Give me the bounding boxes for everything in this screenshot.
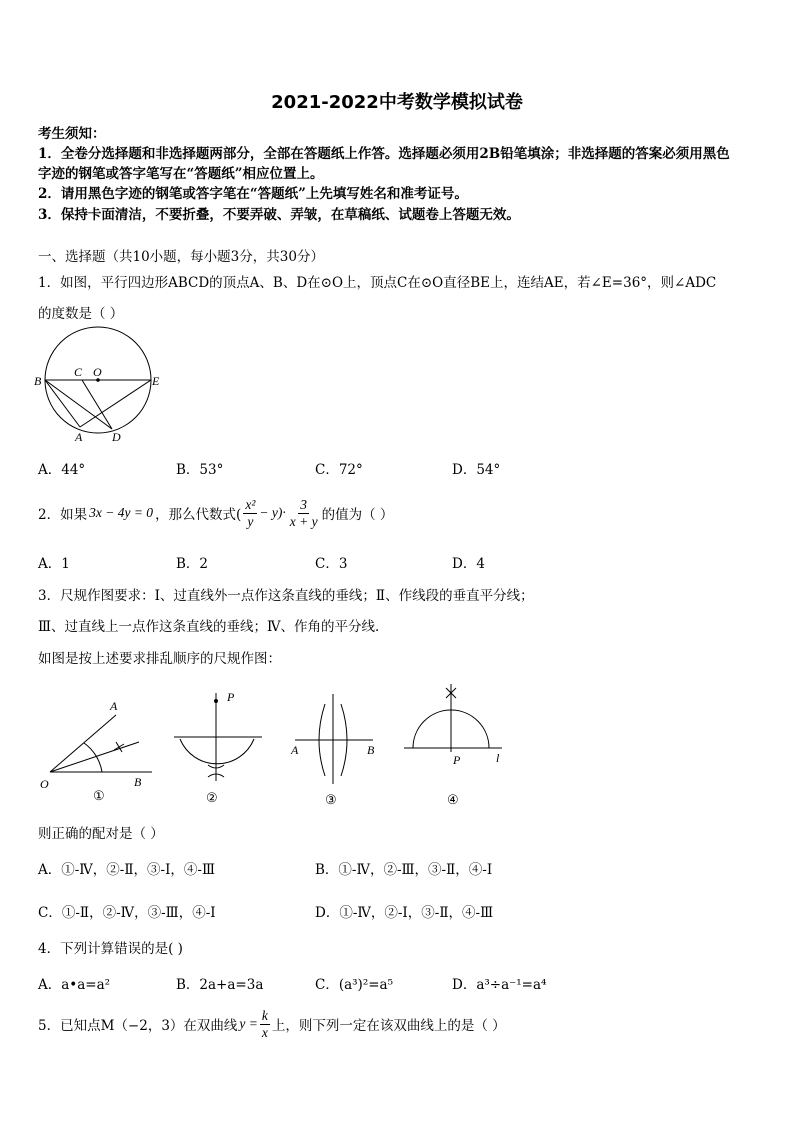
q2-stem <box>38 490 393 536</box>
q2-frac1-den: y <box>247 513 254 529</box>
q2-option-a[interactable]: A．1 <box>38 556 70 572</box>
f3-label-a: A <box>291 743 299 757</box>
q1-option-b[interactable]: B．53° <box>176 462 224 478</box>
bisector <box>50 742 139 772</box>
notice-heading: 考生须知： <box>38 126 106 142</box>
f2-label-p: P <box>227 690 235 704</box>
q5-fraction <box>260 1008 270 1041</box>
f1-label-a: A <box>110 699 118 713</box>
q4-option-d[interactable]: D．a³÷a⁻¹=a⁴ <box>452 977 547 993</box>
q3-option-d[interactable]: D．①-Ⅳ，②-Ⅰ，③-Ⅱ，④-Ⅲ <box>315 905 494 921</box>
q3-stem-line3: 如图是按上述要求排乱顺序的尺规作图： <box>38 651 281 667</box>
segment-bd <box>45 380 112 429</box>
q3-question: 则正确的配对是（ ） <box>38 826 164 842</box>
f2-point-p <box>214 699 218 703</box>
q2-condition: 3x − 4y = 0 <box>89 505 154 520</box>
q5-prefix: 5．已知点M（−2，3）在双曲线 <box>38 1018 238 1034</box>
segment-cd <box>82 380 112 429</box>
notice-item-1: 1．全卷分选择题和非选择题两部分，全部在答题纸上作答。选择题必须用2B铅笔填涂；非选择题的答案必须用黑色 <box>38 146 730 162</box>
q1-option-d[interactable]: D．54° <box>452 462 501 478</box>
q5-suffix: 上，则下列一定在该双曲线上的是（ ） <box>271 1018 506 1034</box>
q4-option-a[interactable]: A．a•a=a² <box>38 977 111 993</box>
f1-label-o: O <box>40 777 49 791</box>
q1-stem-line1: 1．如图，平行四边形ABCD的顶点A、B、D在⊙O上，顶点C在⊙O直径BE上，连结AE，若∠E=36°，则∠ADC <box>38 275 717 291</box>
q2-frac1-num: x² <box>245 496 256 512</box>
q1-stem-line2: 的度数是（ ） <box>38 306 124 322</box>
q4-option-c[interactable]: C．(a³)²=a⁵ <box>315 977 394 993</box>
label-e: E <box>152 374 160 388</box>
q2-prefix: 2．如果 <box>38 507 88 523</box>
q1-option-c[interactable]: C．72° <box>315 462 363 478</box>
q3-figure-2 <box>170 685 270 810</box>
q2-fraction-2 <box>288 497 320 530</box>
q1-circle-figure <box>30 325 170 445</box>
q5-frac-den: x <box>261 1024 268 1040</box>
q3-option-a[interactable]: A．①-Ⅳ，②-Ⅱ，③-Ⅰ，④-Ⅲ <box>38 862 216 878</box>
q5-stem <box>38 1002 506 1046</box>
q2-mid: ，那么代数式( <box>155 507 242 523</box>
q5-eq-lhs: y = <box>239 1016 258 1031</box>
f3-label-b: B <box>367 743 375 757</box>
arc-mark-1 <box>114 742 124 752</box>
f2-arc <box>180 739 254 764</box>
q5-frac-num: k <box>261 1007 268 1023</box>
q4-option-b[interactable]: B．2a+a=3a <box>176 977 264 993</box>
q2-frac2-num: 3 <box>300 496 308 512</box>
f4-label-l: l <box>496 751 500 765</box>
notice-item-3: 3．保持卡面清洁，不要折叠，不要弄破、弄皱，在草稿纸、试题卷上答题无效。 <box>38 207 520 223</box>
label-a: A <box>75 430 83 444</box>
q2-option-b[interactable]: B．2 <box>176 556 209 572</box>
label-c: C <box>74 365 83 379</box>
ray-oa <box>50 715 116 772</box>
q2-fraction-1 <box>243 497 257 530</box>
q3-figure-3 <box>285 688 385 813</box>
q2-option-d[interactable]: D．4 <box>452 556 485 572</box>
label-o: O <box>93 365 102 379</box>
q3-stem-line2: Ⅲ、过直线上一点作这条直线的垂线；Ⅳ、作角的平分线． <box>38 619 389 635</box>
f4-number: ④ <box>447 792 459 807</box>
q3-figure-4 <box>398 678 518 808</box>
q4-stem: 4．下列计算错误的是( ) <box>38 941 183 957</box>
label-d: D <box>112 430 121 444</box>
q2-minus-y: − y)· <box>259 505 286 520</box>
f3-number: ③ <box>325 792 337 807</box>
q3-figure-1 <box>36 690 166 810</box>
q3-stem-line1: 3．尺规作图要求：Ⅰ、过直线外一点作这条直线的垂线；Ⅱ、作线段的垂直平分线； <box>38 588 534 604</box>
notice-item-1-cont: 字迹的钢笔或答字笔写在“答题纸”相应位置上。 <box>38 166 324 182</box>
q2-frac2-den: x + y <box>289 513 318 529</box>
q2-option-c[interactable]: C．3 <box>315 556 348 572</box>
q2-suffix: 的值为（ ） <box>321 507 394 523</box>
label-b: B <box>34 374 42 388</box>
f1-number: ① <box>93 788 105 803</box>
section-heading: 一、选择题（共10小题，每小题3分，共30分） <box>38 249 324 265</box>
q3-option-c[interactable]: C．①-Ⅱ，②-Ⅳ，③-Ⅲ，④-Ⅰ <box>38 905 216 921</box>
segment-ae <box>80 380 151 427</box>
q3-option-b[interactable]: B．①-Ⅳ，②-Ⅲ，③-Ⅱ，④-Ⅰ <box>315 862 493 878</box>
f2-number: ② <box>206 790 218 805</box>
notice-item-2: 2．请用黑色字迹的钢笔或答字笔在“答题纸”上先填写姓名和准考证号。 <box>38 186 468 202</box>
q1-option-a[interactable]: A．44° <box>38 462 86 478</box>
page-title: 2021-2022中考数学模拟试卷 <box>271 92 523 113</box>
f4-label-p: P <box>453 753 461 767</box>
f1-label-b: B <box>134 775 142 789</box>
